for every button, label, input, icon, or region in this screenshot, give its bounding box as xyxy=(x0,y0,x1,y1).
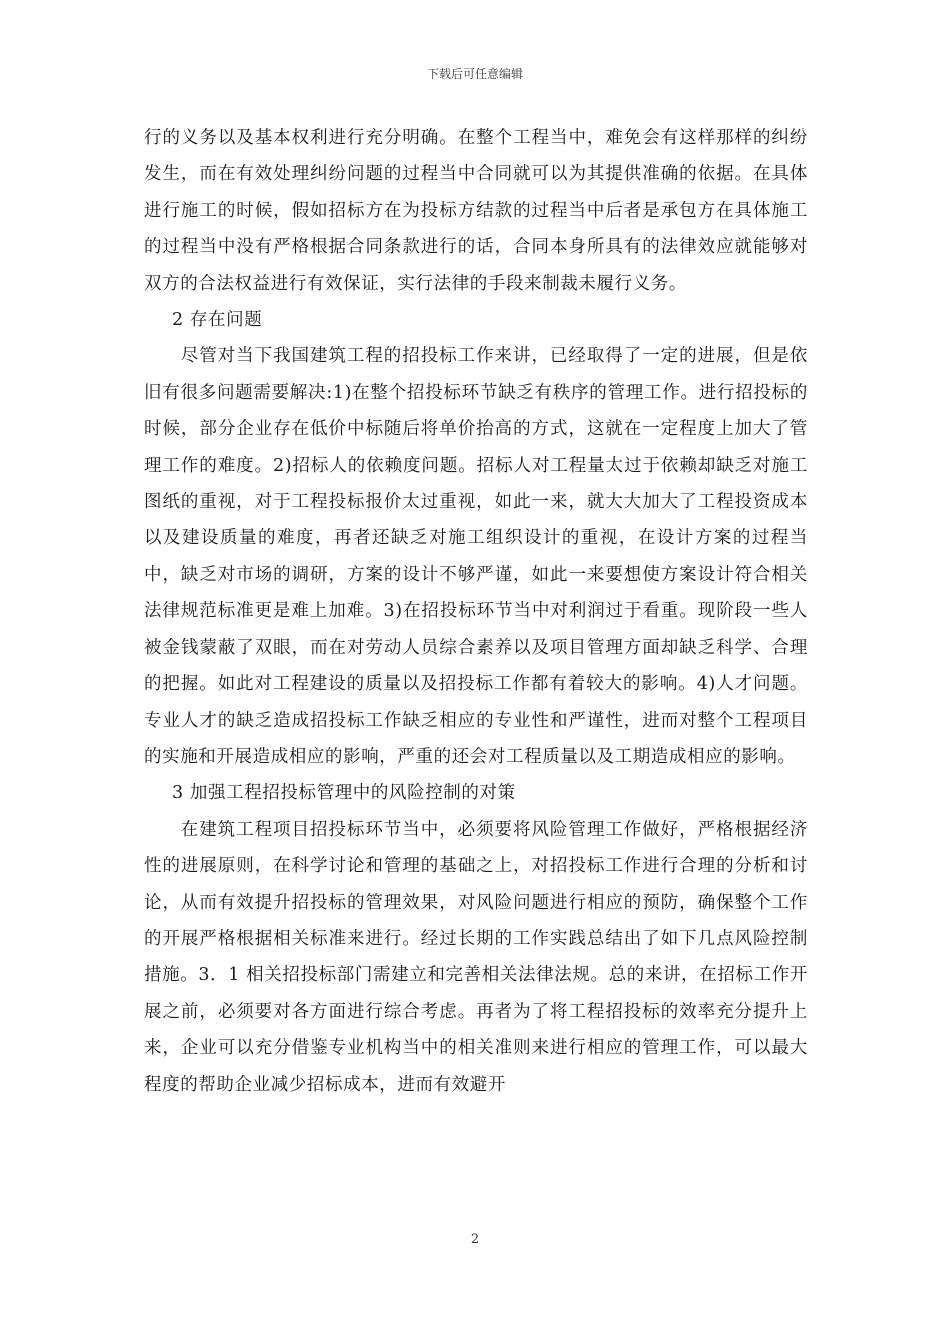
page-header: 下载后可任意编辑 xyxy=(426,67,523,81)
section-heading-2: 2 存在问题 xyxy=(172,310,263,331)
paragraph-problems: 尽管对当下我国建筑工程的招投标工作来讲，已经取得了一定的进展，但是依旧有很多问题需要解决:1)在整个招投标环节缺乏有秩序的管理工作。进行招投标的时候，部分企业存在低价中标随后将单价抬高的方式，这就在一定程度上加大了管理工作的难度。2)招标人的依赖度问题。招标人对工程量太过于依赖却缺乏对施工图纸的重视，对于工程投标报价太过重视，如此一来，就大大加大了工程投资成本以及建设质量的难度，再者还缺乏对施工组织设计的重视，在设计方案的过程当中，缺乏对市场的调研，方案的设计不够严谨，如此一来要想使方案设计符合相关法律规范标准更是难上加难。3)在招投标环节当中对利润过于看重。现阶段一些人被金钱蒙蔽了双眼，而在对劳动人员综合素养以及项目管理方面却缺乏科学、合理的把握。如此对工程建设的质量以及招投标工作都有着较大的影响。4)人才问题。专业人才的缺乏造成招投标工作缺乏相应的专业性和严谨性，进而对整个工程项目的实施和开展造成相应的影响，严重的还会对工程质量以及工期造成相应的影响。 xyxy=(144,346,808,767)
paragraph-continuation: 行的义务以及基本权利进行充分明确。在整个工程当中，难免会有这样那样的纠纷发生，而在有效处理纠纷问题的过程当中合同就可以为其提供准确的依据。在具体进行施工的时候，假如招标方在为投标方结款的过程当中后者是承包方在具体施工的过程当中没有严格根据合同条款进行的话，合同本身所具有的法律效应就能够对双方的合法权益进行有效保证，实行法律的手段来制裁未履行义务。 xyxy=(144,128,808,294)
document-body xyxy=(144,120,808,1103)
page-number: 2 xyxy=(470,1232,480,1247)
section-heading-3: 3 加强工程招投标管理中的风险控制的对策 xyxy=(172,783,516,804)
paragraph-countermeasures: 在建筑工程项目招投标环节当中，必须要将风险管理工作做好，严格根据经济性的进展原则，在科学讨论和管理的基础之上，对招投标工作进行合理的分析和讨论，从而有效提升招投标的管理效果，对风险问题进行相应的预防，确保整个工作的开展严格根据相关标准来进行。经过长期的工作实践总结出了如下几点风险控制措施。3．1 相关招投标部门需建立和完善相关法律法规。总的来讲，在招标工作开展之前，必须要对各方面进行综合考虑。再者为了将工程招投标的效率充分提升上来，企业可以充分借鉴专业机构当中的相关准则来进行相应的管理工作，可以最大程度的帮助企业减少招标成本，进而有效避开 xyxy=(144,819,808,1095)
